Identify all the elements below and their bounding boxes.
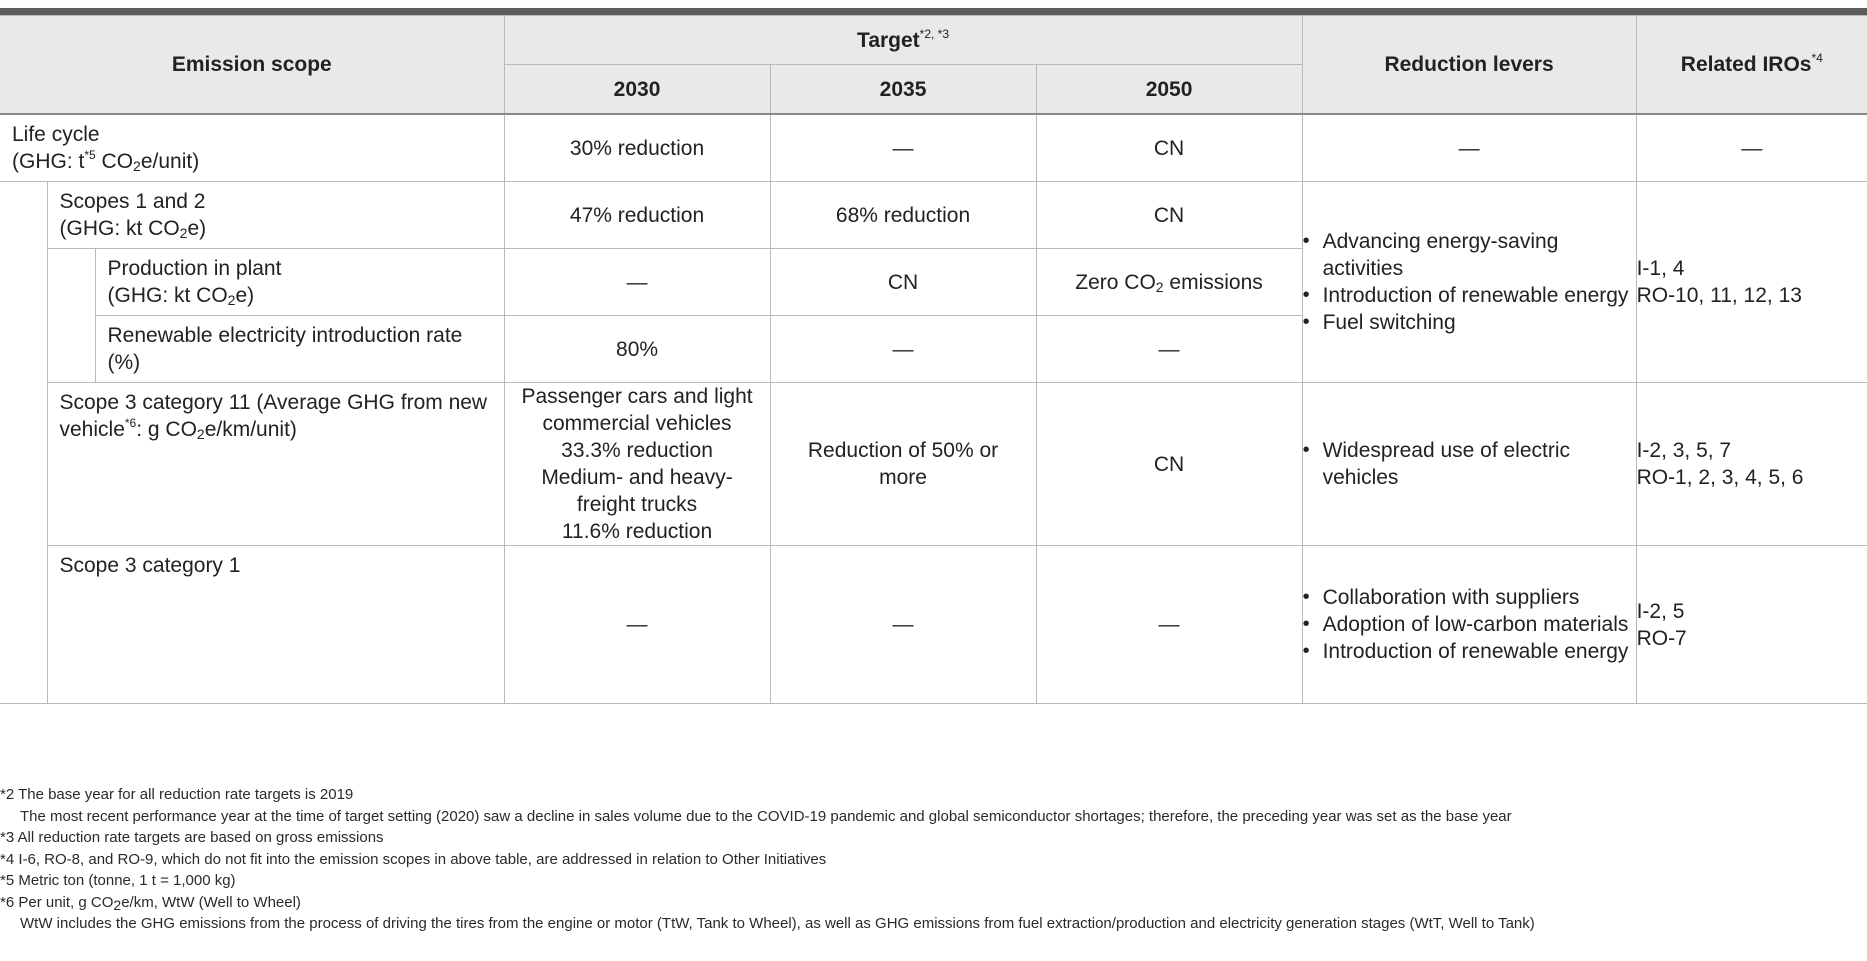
- iro-item: RO-1, 2, 3, 4, 5, 6: [1636, 466, 1804, 489]
- footnote-6: *6 Per unit, g $CO_2e/km$, WtW (Well to Wheel): [0, 893, 301, 913]
- target-2035: 68% reduction: [770, 182, 1036, 249]
- table-row-scopes-1-2: [0, 182, 1867, 249]
- target-2035: CN: [770, 249, 1036, 316]
- target-footnote-ref: *2, *3: [919, 26, 950, 41]
- header-reduction-levers: Reduction levers: [1302, 16, 1636, 115]
- header-target: Target$^{*2, *3}$: [504, 16, 1302, 65]
- scope-label: Renewable electricity introduction rate: [107, 324, 463, 347]
- target-2050: —: [1036, 546, 1302, 704]
- iro-item: I-2, 3, 5, 7: [1636, 439, 1732, 462]
- lever-item: • Widespread use of electric vehicles: [1303, 437, 1636, 491]
- target-2050: Zero $CO_2$ emissions: [1036, 249, 1302, 316]
- indent-level-1: [0, 182, 47, 704]
- scope-unit: (%): [107, 351, 141, 374]
- target-2050: CN: [1036, 114, 1302, 182]
- related-iros: [1636, 383, 1867, 546]
- emission-targets-table: [0, 15, 1867, 704]
- header-rule: [0, 8, 1867, 15]
- scope-label: Scope 3 category 1: [59, 554, 241, 577]
- target-2050: CN: [1036, 383, 1302, 546]
- lever-item: • Fuel switching: [1303, 309, 1636, 336]
- iro-item: RO-7: [1636, 626, 1687, 650]
- reduction-levers: —: [1302, 114, 1636, 182]
- scope-unit: (GHG: kt $CO_2e$): [59, 217, 207, 241]
- scope-scope3-category1: [47, 546, 504, 704]
- related-iros: [1636, 546, 1867, 704]
- scope-unit: (GHG: kt $CO_2e$): [107, 284, 255, 308]
- target-2030: Passenger cars and light commercial vehicles 33.3% reduction Medium- and heavy- freight trucks 11.6% reduction: [504, 383, 770, 546]
- related-iros: [1636, 182, 1867, 383]
- scope-unit: (GHG: $t^{*5}$ $CO_2e/unit$): [12, 148, 200, 174]
- lever-item: • Collaboration with suppliers: [1303, 584, 1636, 611]
- indent-level-2: [47, 249, 95, 383]
- lever-item: • Introduction of renewable energy: [1303, 638, 1636, 665]
- lever-item: • Advancing energy-saving activities: [1303, 228, 1636, 282]
- iros-footnote-ref: *4: [1811, 51, 1823, 65]
- footnote-2: *2 The base year for all reduction rate targets is 2019: [0, 786, 354, 803]
- reduction-levers: [1302, 383, 1636, 546]
- table-row-scope3-category1: [0, 546, 1867, 704]
- footnotes: [0, 784, 1867, 935]
- scope-life-cycle: [0, 114, 504, 182]
- related-iros: —: [1636, 114, 1867, 182]
- target-2050: CN: [1036, 182, 1302, 249]
- lever-item: • Introduction of renewable energy: [1303, 282, 1636, 309]
- header-emission-scope: Emission scope: [0, 16, 504, 115]
- target-2035: —: [770, 316, 1036, 383]
- header-year-2030: 2030: [504, 65, 770, 115]
- header-related-iros: Related IROs$^{*4}$: [1636, 16, 1867, 115]
- footnote-3: *3 All reduction rate targets are based on gross emissions: [0, 829, 384, 846]
- iro-item: I-1, 4: [1636, 257, 1685, 280]
- footnote-4: *4 I-6, RO-8, and RO-9, which do not fit into the emission scopes in above table, are addressed in relation to Other Initiatives: [0, 850, 827, 868]
- footnote-2-continuation: The most recent performance year at the time of target setting (2020) saw a decline in sales volume due to the COVID-19 pandemic and global semiconductor shortages; therefore, the preceding year was set as the base year: [20, 807, 1512, 825]
- reduction-levers: [1302, 546, 1636, 704]
- header-year-2050: 2050: [1036, 65, 1302, 115]
- scope-scope3-category11: Scope 3 category 11 (Average GHG from new vehicle$^{*6}$: g $CO_2e/km/unit$): [47, 383, 504, 546]
- footnote-5: *5 Metric ton (tonne, 1 t = 1,000 kg): [0, 872, 236, 889]
- scope-label: Scopes 1 and 2: [59, 190, 206, 213]
- target-2050: —: [1036, 316, 1302, 383]
- target-2030: 80%: [504, 316, 770, 383]
- target-2035: Reduction of 50% or more: [770, 383, 1036, 546]
- scope-label: Production in plant: [107, 257, 282, 280]
- target-2030: —: [504, 249, 770, 316]
- scope-label: Life cycle: [12, 123, 100, 146]
- table-row-life-cycle: [0, 114, 1867, 182]
- scope-production-in-plant: [95, 249, 504, 316]
- target-2030: 47% reduction: [504, 182, 770, 249]
- target-2035: —: [770, 546, 1036, 704]
- scope-renewable-electricity: [95, 316, 504, 383]
- iro-item: I-2, 5: [1636, 599, 1685, 623]
- reduction-levers: [1302, 182, 1636, 383]
- scope-scopes-1-2: [47, 182, 504, 249]
- lever-item: • Adoption of low-carbon materials: [1303, 611, 1636, 638]
- table-row-scope3-category11: [0, 383, 1867, 546]
- iro-item: RO-10, 11, 12, 13: [1636, 284, 1802, 307]
- target-2030: —: [504, 546, 770, 704]
- header-year-2035: 2035: [770, 65, 1036, 115]
- footnote-6-continuation: WtW includes the GHG emissions from the process of driving the tires from the engine or motor (TtW, Tank to Wheel), as well as GHG emissions from fuel extraction/production and electricity generation stages (WtT, Well to Tank): [20, 915, 1535, 932]
- target-2035: —: [770, 114, 1036, 182]
- target-2030: 30% reduction: [504, 114, 770, 182]
